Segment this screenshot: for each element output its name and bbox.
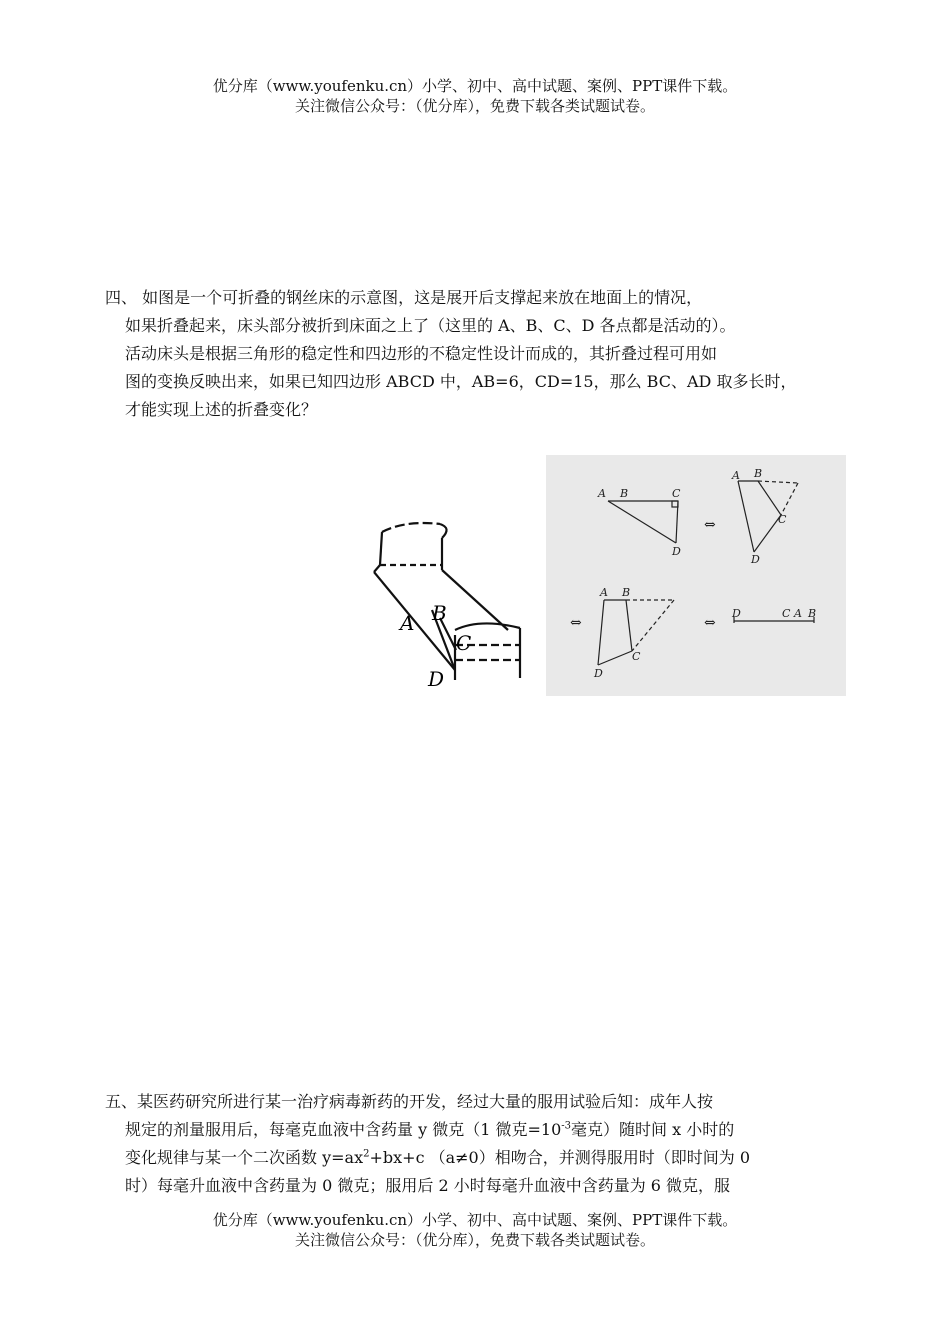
folding-transform-figure <box>546 455 846 696</box>
problem-5-line-3-b: +bx+c （a≠0）相吻合，并测得服用时（即时间为 0 <box>369 1148 751 1167</box>
problem-5-line-1: 五、某医药研究所进行某一治疗病毒新药的开发，经过大量的服用试验后知：成年人按 <box>105 1092 714 1111</box>
d2-label-c: C <box>778 513 787 526</box>
d2-label-a: A <box>732 469 740 482</box>
transform-arrow-1: ⇔ <box>704 517 716 533</box>
problem-5-line-4: 时）每毫升血液中含药量为 0 微克；服用后 2 小时每毫升血液中含药量为 6 微克，服 <box>125 1176 731 1195</box>
d4-label-b: B <box>808 607 817 620</box>
problem-4-line-1: 四、 如图是一个可折叠的钢丝床的示意图，这是展开后支撑起来放在地面上的情况， <box>105 288 703 307</box>
transform-arrow-3: ⇔ <box>704 615 716 631</box>
problem-5-line-3 <box>105 1144 865 1172</box>
bed-label-d: D <box>428 667 445 690</box>
header-line-1: 优分库（www.youfenku.cn）小学、初中、高中试题、案例、PPT课件下载。 <box>212 77 738 95</box>
footer-line-1: 优分库（www.youfenku.cn）小学、初中、高中试题、案例、PPT课件下载。 <box>212 1211 738 1229</box>
d4-label-d: D <box>732 607 741 620</box>
folding-bed-drawing <box>360 510 540 690</box>
footer-line-2: 关注微信公众号：（优分库），免费下载各类试题试卷。 <box>294 1231 655 1249</box>
d4-label-c: C <box>782 607 791 620</box>
problem-5-line-2-sup: -3 <box>561 1120 571 1132</box>
d3-label-a: A <box>600 586 608 599</box>
problem-5 <box>105 1088 865 1200</box>
d3-label-b: B <box>622 586 631 599</box>
bed-label-c: C <box>456 631 472 655</box>
problem-5-line-2-b: 毫克）随时间 x 小时的 <box>571 1120 735 1139</box>
problem-4-line-5: 才能实现上述的折叠变化？ <box>125 400 318 419</box>
d2-label-d: D <box>751 553 760 566</box>
d1-label-a: A <box>598 487 606 500</box>
d1-label-d: D <box>672 545 681 558</box>
folding-bed-figure <box>360 510 540 690</box>
header-line-2: 关注微信公众号：（优分库），免费下载各类试题试卷。 <box>294 97 655 115</box>
problem-4-line-4: 图的变换反映出来，如果已知四边形 ABCD 中，AB=6，CD=15，那么 BC、AD 取多长时， <box>125 372 797 391</box>
problem-5-line-3-a: 变化规律与某一个二次函数 y=ax <box>125 1148 364 1167</box>
problem-5-line-3-sup: 2 <box>363 1148 370 1160</box>
d3-label-c: C <box>632 650 641 663</box>
problem-4-line-2: 如果折叠起来，床头部分被折到床面之上了（这里的 A、B、C、D 各点都是活动的）。 <box>125 316 736 335</box>
problem-4-line-3: 活动床头是根据三角形的稳定性和四边形的不稳定性设计而成的，其折叠过程可用如 <box>125 344 718 363</box>
d4-label-a: A <box>794 607 802 620</box>
d2-label-b: B <box>754 467 763 480</box>
transform-arrow-2: ⇔ <box>570 615 582 631</box>
problem-4 <box>105 284 865 424</box>
folding-transform-drawing <box>546 455 846 696</box>
d3-label-d: D <box>594 667 603 680</box>
bed-label-b: B <box>432 601 447 625</box>
page-footer <box>0 1210 950 1250</box>
d1-label-b: B <box>620 487 629 500</box>
problem-5-line-2 <box>105 1116 865 1144</box>
d1-label-c: C <box>672 487 681 500</box>
bed-label-a: A <box>400 611 415 635</box>
problem-5-line-2-a: 规定的剂量服用后，每毫克血液中含药量 y 微克（1 微克=10 <box>125 1120 562 1139</box>
page-header <box>0 76 950 116</box>
